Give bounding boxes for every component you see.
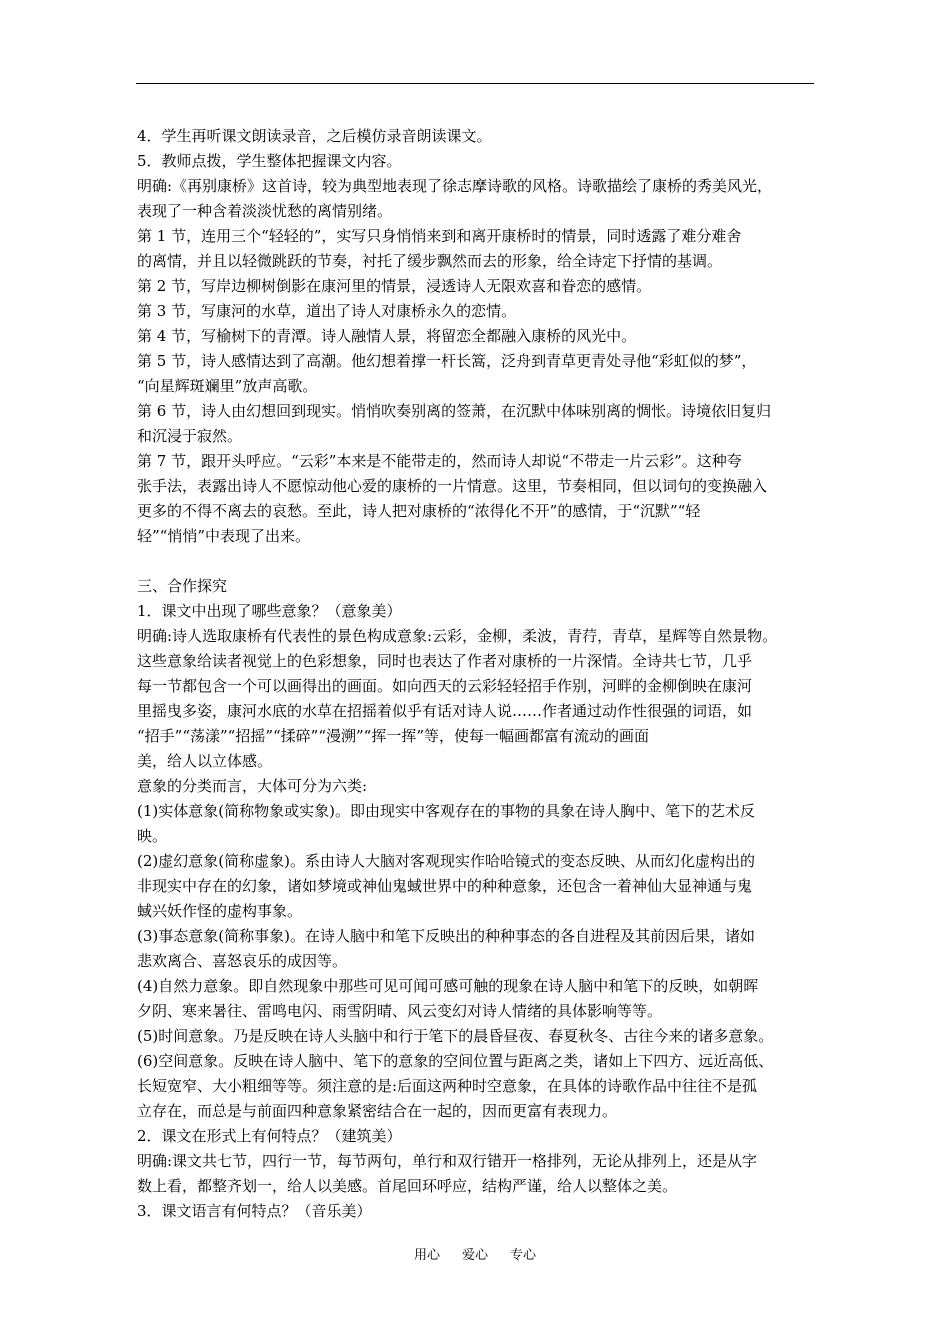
text-line: (4)自然力意象。即自然现象中那些可见可闻可感可触的现象在诗人脑中和笔下的反映，如朝晖 (137, 977, 759, 995)
text-line: 表现了一种含着淡淡忧愁的离情别绪。 (137, 202, 393, 220)
text-line: 蜮兴妖作怪的虚构事象。 (137, 902, 303, 920)
text-line: 第 7 节，跟开头呼应。“云彩”本来是不能带走的，然而诗人却说“不带走一片云彩”。这种夸 (137, 452, 742, 470)
text-line: 更多的不得不离去的哀愁。至此，诗人把对康桥的“浓得化不开”的感情，于“沉默”“轻 (137, 502, 701, 520)
text-line: 4．学生再听课文朗读录音，之后模仿录音朗读课文。 (137, 127, 492, 145)
text-line: 每一节都包含一个可以画得出的画面。如向西天的云彩轻轻招手作别，河畔的金柳倒映在康河 (137, 677, 753, 695)
text-line: 立存在，而总是与前面四种意象紧密结合在一起的，因而更富有表现力。 (137, 1102, 618, 1120)
text-line: 长短宽窄、大小粗细等等。须注意的是:后面这两种时空意象，在具体的诗歌作品中往往不是孤 (137, 1077, 758, 1095)
text-line: 非现实中存在的幻象，诸如梦境或神仙鬼蜮世界中的种种意象，还包含一着神仙大显神通与鬼 (137, 877, 753, 895)
footer-word: 用心 (413, 1248, 440, 1263)
footer-word: 爱心 (461, 1248, 488, 1263)
text-line: 映。 (137, 827, 168, 845)
text-line: 第 3 节，写康河的水草，道出了诗人对康桥永久的恋情。 (137, 302, 517, 320)
text-line: 明确:课文共七节，四行一节，每节两句，单行和双行错开一格排列，无论从排列上，还是从字 (137, 1152, 758, 1170)
text-line: 第 1 节，连用三个“轻轻的”，实写只身悄悄来到和离开康桥时的情景，同时透露了难分难舍 (137, 227, 742, 245)
text-line: 明确:诗人选取康桥有代表性的景色构成意象:云彩，金柳，柔波，青荇，青草，星辉等自然景物。 (137, 627, 778, 645)
text-line: 5．教师点拨，学生整体把握课文内容。 (137, 152, 402, 170)
text-line: 夕阴、寒来暑往、雷鸣电闪、雨雪阴晴、风云变幻对诗人情绪的具体影响等等。 (137, 1002, 663, 1020)
question-heading: 2．课文在形式上有何特点？（建筑美） (137, 1127, 402, 1145)
text-line: 和沉浸于寂然。 (137, 427, 243, 445)
text-line: (2)虚幻意象(简称虚象)。系由诗人大脑对客观现实作哈哈镜式的变态反映、从而幻化虚构出的 (137, 852, 755, 870)
section-heading: 三、合作探究 (137, 577, 228, 595)
header-rule (136, 83, 814, 84)
text-line: 明确:《再别康桥》这首诗，较为典型地表现了徐志摩诗歌的风格。诗歌描绘了康桥的秀美风光， (137, 177, 773, 195)
document-body (137, 124, 827, 1224)
text-line: 第 5 节，诗人感情达到了高潮。他幻想着撑一杆长篙，泛舟到青草更青处寻他“彩虹似的梦”， (137, 352, 757, 370)
text-line: (3)事态意象(简称事象)。在诗人脑中和笔下反映出的种种事态的各自进程及其前因后果，诸如 (137, 927, 755, 945)
text-line: 美，给人以立体感。 (137, 752, 273, 770)
text-line: “向星辉斑斓里”放声高歌。 (137, 377, 318, 395)
text-line: 这些意象给读者视觉上的色彩想象，同时也表达了作者对康桥的一片深情。全诗共七节，几乎 (137, 652, 753, 670)
text-line: 轻”“悄悄”中表现了出来。 (137, 527, 311, 545)
footer-word: 专心 (510, 1248, 537, 1263)
text-line: 第 4 节，写榆树下的青潭。诗人融情人景，将留恋全都融入康桥的风光中。 (137, 327, 637, 345)
text-line: “招手”“荡漾”“招摇”“揉碎”“漫溯”“挥一挥”等，使每一幅画都富有流动的画面 (137, 727, 650, 745)
text-line: 第 6 节，诗人由幻想回到现实。悄悄吹奏别离的签萧，在沉默中体味别离的惆怅。诗境依旧复归 (137, 402, 772, 420)
text-line: 悲欢离合、喜怒哀乐的成因等。 (137, 952, 348, 970)
page-footer (0, 1246, 950, 1266)
text-line: 数上看，都整齐划一，给人以美感。首尾回环呼应，结构严谨，给人以整体之美。 (137, 1177, 678, 1195)
text-line: 意象的分类而言，大体可分为六类: (137, 777, 368, 795)
blank-line (137, 549, 827, 574)
text-line: (6)空间意象。反映在诗人脑中、笔下的意象的空间位置与距离之类，诸如上下四方、远近高低、 (137, 1052, 774, 1070)
question-heading: 1．课文中出现了哪些意象？（意象美） (137, 602, 402, 620)
text-line: (5)时间意象。乃是反映在诗人头脑中和行于笔下的晨昏昼夜、春夏秋冬、古往今来的诸多意象。 (137, 1027, 774, 1045)
text-line: 的离情，并且以轻微跳跃的节奏，衬托了缓步飘然而去的形象，给全诗定下抒情的基调。 (137, 252, 723, 270)
text-line: 第 2 节，写岸边柳树倒影在康河里的情景，浸透诗人无限欢喜和眷恋的感情。 (137, 277, 652, 295)
text-line: 张手法，表露出诗人不愿惊动他心爱的康桥的一片情意。这里，节奏相同，但以词句的变换融入 (137, 477, 768, 495)
question-heading: 3．课文语言有何特点？（音乐美） (137, 1202, 372, 1220)
text-line: 里摇曳多姿，康河水底的水草在招摇着似乎有话对诗人说……作者通过动作性很强的词语，如 (137, 702, 753, 720)
text-line: (1)实体意象(简称物象或实象)。即由现实中客观存在的事物的具象在诗人胸中、笔下的艺术反 (137, 802, 755, 820)
